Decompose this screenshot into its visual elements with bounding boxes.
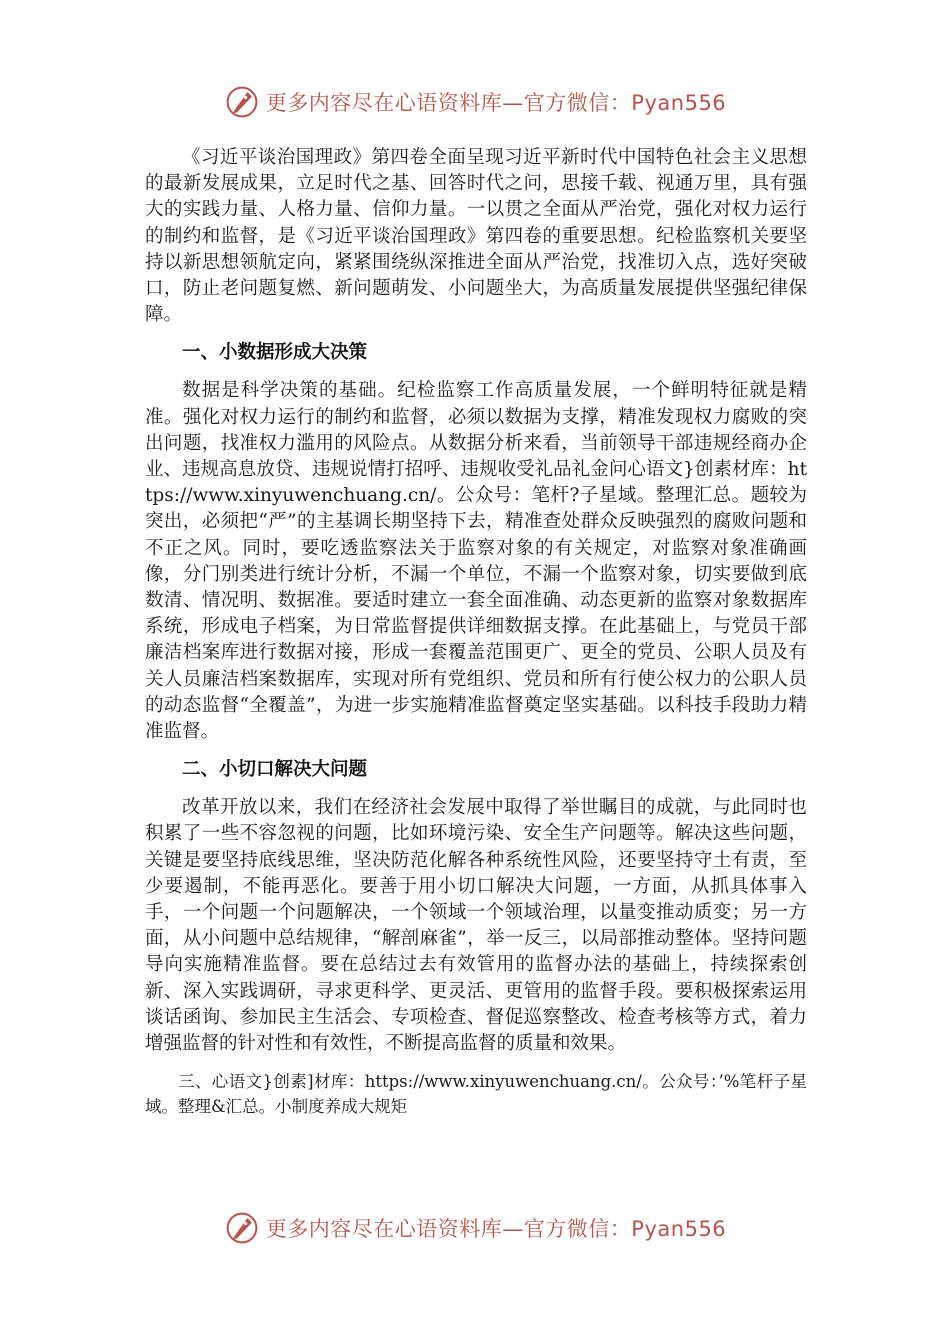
section-paragraph-3: 三、心语文}创素]材库：https://www.xinyuwenchuang.cn/。公众号：’%笔杆子星域。整理&汇总。小制度养成大规矩 — [145, 1072, 807, 1117]
banner-text: 更多内容尽在心语资料库—官方微信：Pyan556 — [265, 1217, 727, 1241]
section-heading-1: 一、小数据形成大决策 — [182, 342, 368, 364]
section-paragraph-1: 数据是科学决策的基础。纪检监察工作高质量发展，一个鲜明特征就是精准。强化对权力运行的制约和监督，必须以数据为支撑，精准发现权力腐败的突出问题，找准权力滥用的风险点。从数据分析来看，当前领导干部违规经商办企业、违规高息放贷、违规说情打招呼、违规收受礼品礼金问心语文}创素材库：https://www.xinyuwenchuang.cn/。公众号：笔杆?子星域。整理汇总。题较为突出，必须把“严”的主基调长期坚持下去，精准查处群众反映强烈的腐败问题和不正之风。同时，要吃透监察法关于监察对象的有关规定，对监察对象准确画像，分门别类进行统计分析，不漏一个单位，不漏一个监察对象，切实要做到底数清、情况明、数据准。要适时建立一套全面准确、动态更新的监察对象数据库系统，形成电子档案，为日常监督提供详细数据支撑。在此基础上，与党员干部廉洁档案库进行数据对接，形成一套覆盖范围更广、更全的党员、公职人员及有关人员廉洁档案数据库，实现对所有党组织、党员和所有行使公权力的公职人员的动态监督“全覆盖”，为进一步实施精准监督奠定坚实基础。以科技手段助力精准监督。 — [145, 380, 807, 743]
section-heading-2: 二、小切口解决大问题 — [182, 759, 368, 781]
intro-paragraph: 《习近平谈治国理政》第四卷全面呈现习近平新时代中国特色社会主义思想的最新发展成果，立足时代之基、回答时代之问，思接千载、视通万里，具有强大的实践力量、人格力量、信仰力量。一以贯之全面从严治党，强化对权力运行的制约和监督，是《习近平谈治国理政》第四卷的重要思想。纪检监察机关要坚持以新思想领航定向，紧紧围绕纵深推进全面从严治党，找准切入点，选好突破口，防止老问题复燃、新问题萌发、小问题坐大，为高质量发展提供坚强纪律保障。 — [145, 147, 807, 326]
section-paragraph-2: 改革开放以来，我们在经济社会发展中取得了举世瞩目的成就，与此同时也积累了一些不容忽视的问题，比如环境污染、安全生产问题等。解决这些问题，关键是要坚持底线思维，坚决防范化解各种系统性风险，还要坚持守土有责，至少要遏制，不能再恶化。要善于用小切口解决大问题，一方面，从抓具体事入手，一个问题一个问题解决，一个领域一个领域治理，以量变推动质变；另一方面，从小问题中总结规律，“解剖麻雀”，举一反三，以局部推动整体。坚持问题导向实施精准监督。要在总结过去有效管用的监督办法的基础上，持续探索创新、深入实践调研，寻求更科学、更灵活、更管用的监督手段。要积极探索运用谈话函询、参加民主生活会、专项检查、督促巡察整改、检查考核等方式，着力增强监督的针对性和有效性，不断提高监督的质量和效果。 — [145, 797, 807, 1055]
document-body — [145, 145, 807, 1119]
header-banner — [0, 82, 950, 122]
pen-nib-logo-icon — [224, 84, 260, 120]
pen-nib-logo-icon — [224, 1210, 260, 1246]
footer-banner — [0, 1208, 950, 1248]
banner-text: 更多内容尽在心语资料库—官方微信：Pyan556 — [265, 91, 727, 115]
